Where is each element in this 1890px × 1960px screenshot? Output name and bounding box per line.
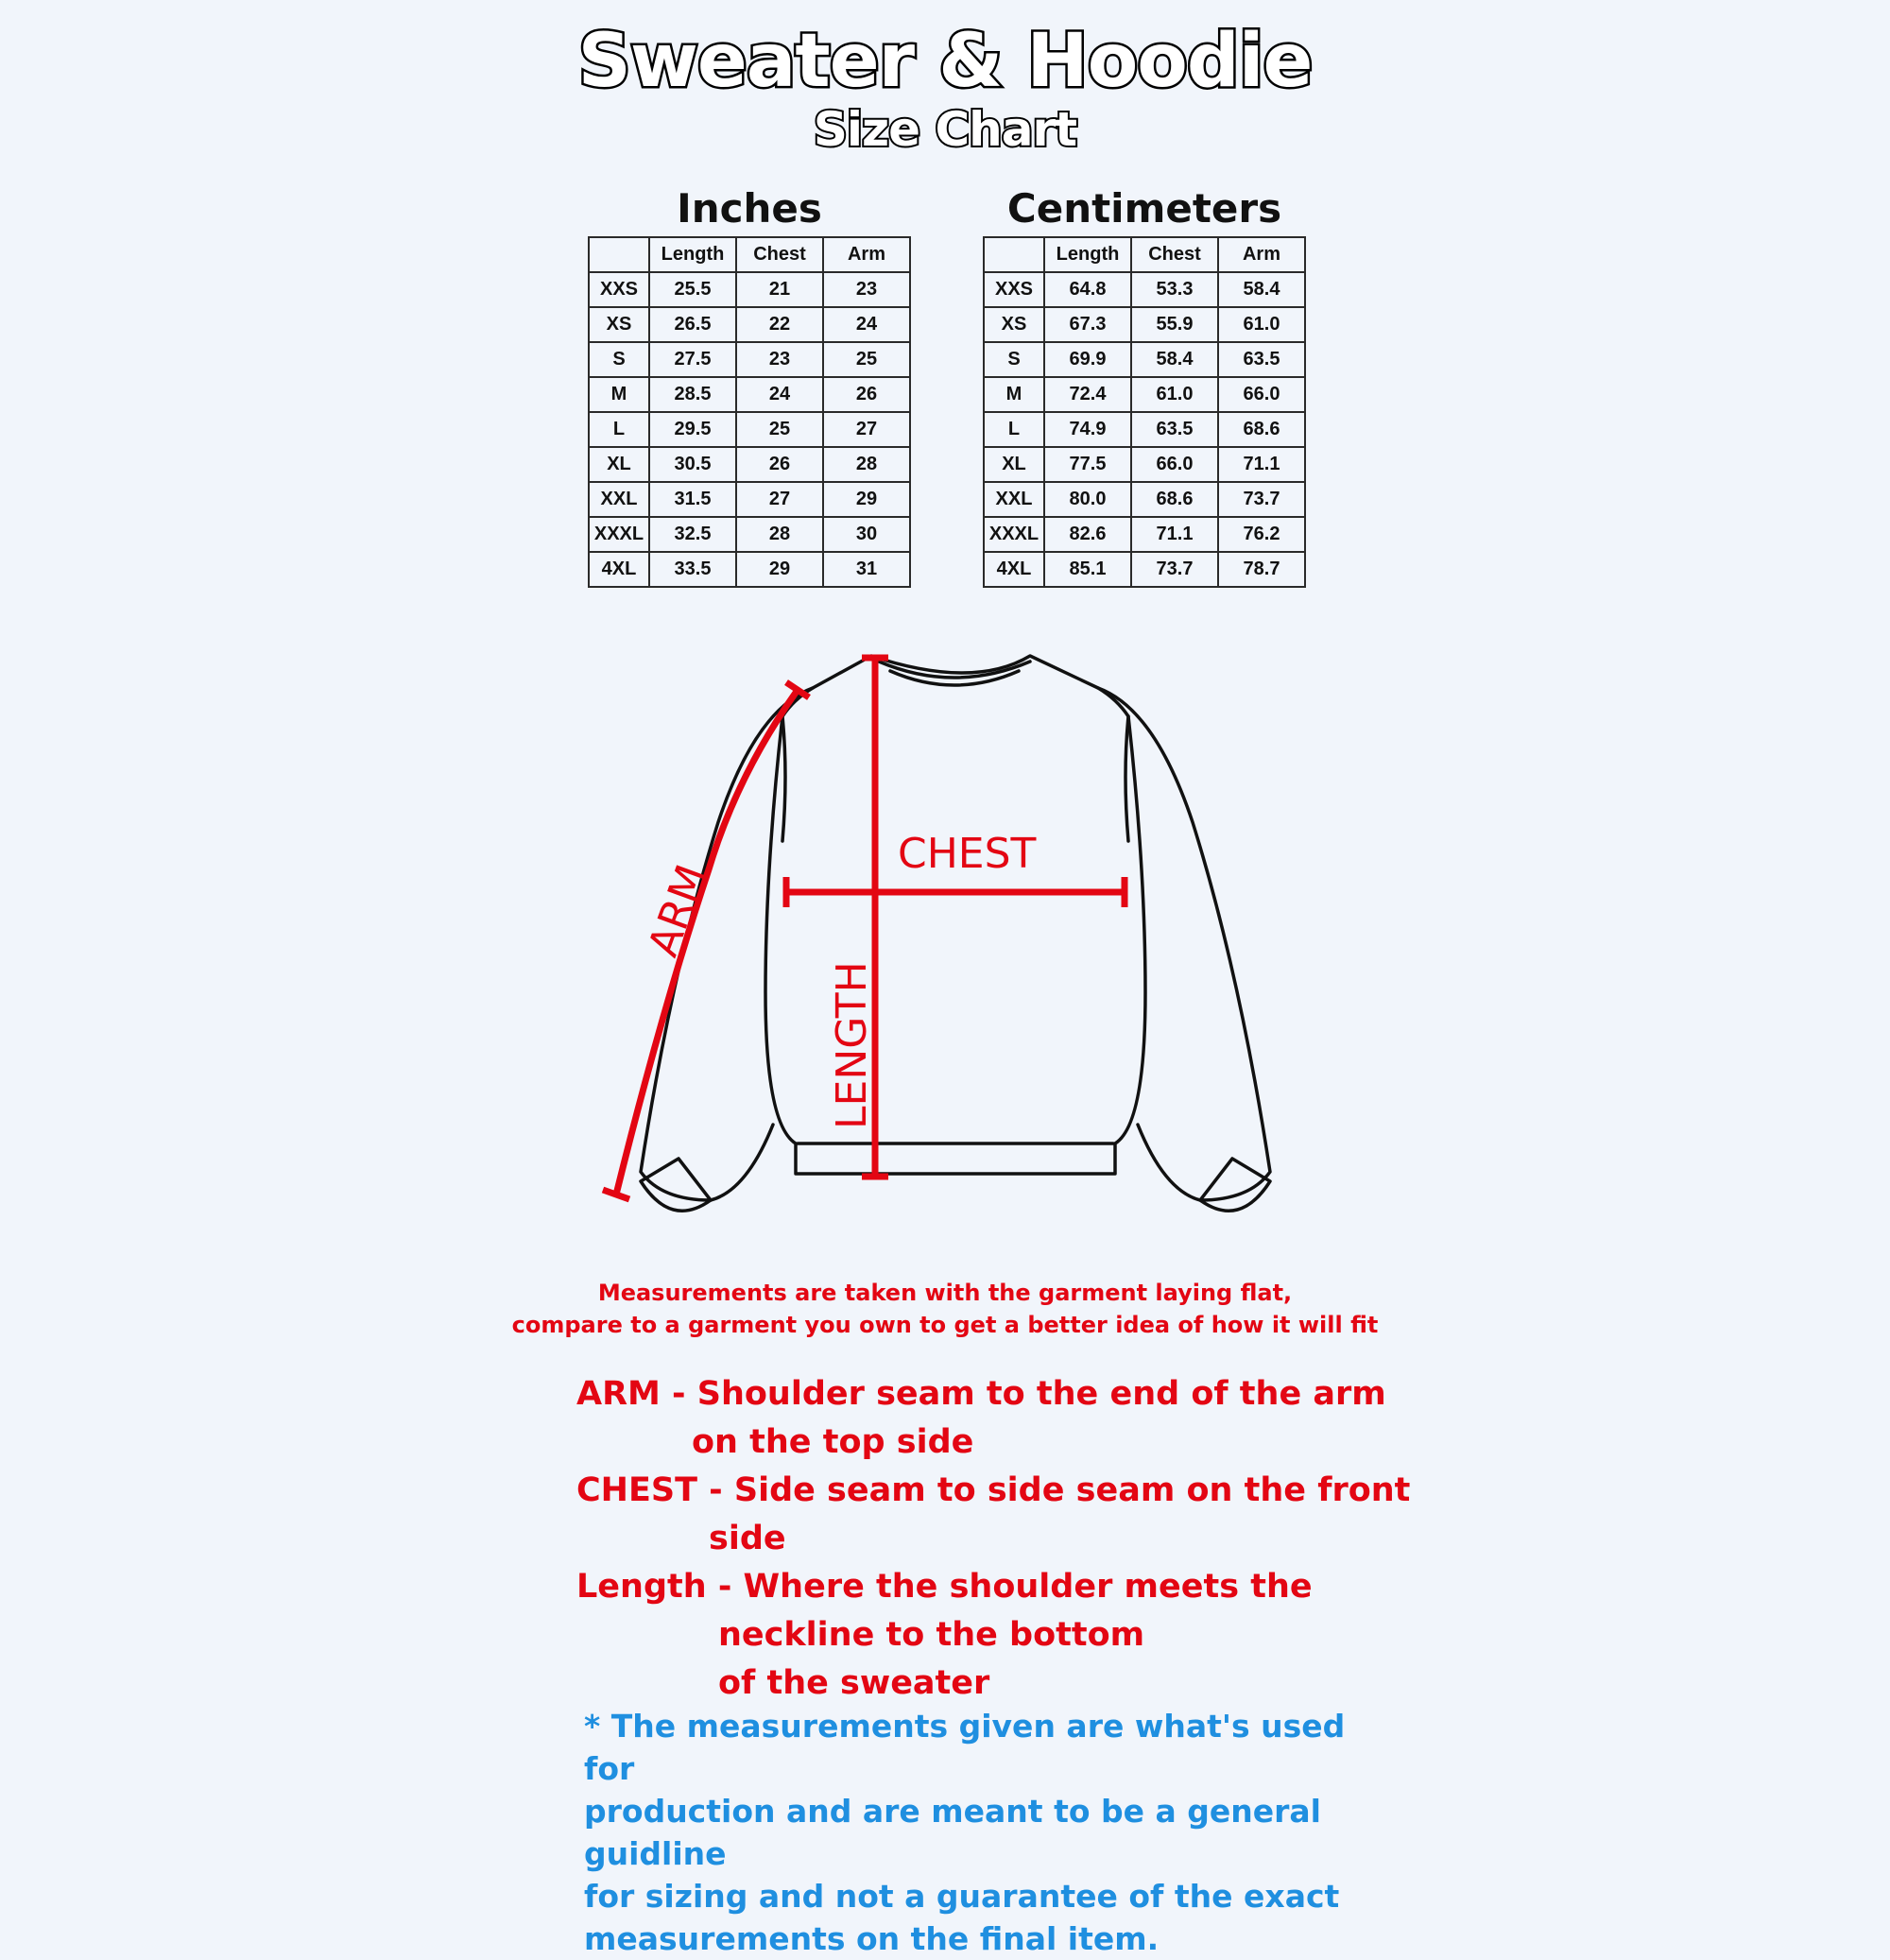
- chest-definition-line1: CHEST - Side seam to side seam on the front: [576, 1471, 1411, 1509]
- value-cell: 71.1: [1218, 447, 1305, 482]
- page-title: Sweater & Hoodie: [577, 19, 1313, 104]
- value-cell: 30: [823, 517, 910, 552]
- value-cell: 29: [736, 552, 823, 587]
- value-cell: 27: [823, 412, 910, 447]
- value-cell: 66.0: [1131, 447, 1218, 482]
- disclaimer-line1: * The measurements given are what's used for: [584, 1708, 1346, 1787]
- value-cell: 33.5: [649, 552, 736, 587]
- cm-heading: Centimeters: [1006, 185, 1282, 232]
- value-cell: 29: [823, 482, 910, 517]
- value-cell: 58.4: [1218, 272, 1305, 307]
- column-header-length: Length: [649, 237, 736, 272]
- table-row: [984, 482, 1305, 517]
- value-cell: 73.7: [1131, 552, 1218, 587]
- arm-definition-line1: ARM - Shoulder seam to the end of the arm: [576, 1375, 1386, 1413]
- size-cell: XS: [984, 307, 1044, 342]
- table-row: [589, 342, 910, 377]
- sweater-outline: [641, 656, 1270, 1211]
- size-cell: XXXL: [589, 517, 649, 552]
- arm-cap-bottom: [603, 1190, 629, 1199]
- value-cell: 31: [823, 552, 910, 587]
- value-cell: 24: [823, 307, 910, 342]
- column-header-chest: Chest: [736, 237, 823, 272]
- value-cell: 85.1: [1044, 552, 1131, 587]
- sweater-body-outline: [765, 656, 1145, 1174]
- right-sleeve-outline: [1098, 688, 1270, 1200]
- sweater-diagram: [567, 633, 1323, 1247]
- value-cell: 71.1: [1131, 517, 1218, 552]
- inches-heading: Inches: [677, 185, 822, 232]
- value-cell: 68.6: [1218, 412, 1305, 447]
- table-row: [589, 552, 910, 587]
- length-definition: [576, 1563, 1313, 1708]
- value-cell: 25.5: [649, 272, 736, 307]
- value-cell: 67.3: [1044, 307, 1131, 342]
- size-cell: XS: [589, 307, 649, 342]
- value-cell: 25: [736, 412, 823, 447]
- page-subtitle: Size Chart: [813, 102, 1077, 157]
- table-row: [589, 517, 910, 552]
- value-cell: 58.4: [1131, 342, 1218, 377]
- table-row: [984, 552, 1305, 587]
- value-cell: 77.5: [1044, 447, 1131, 482]
- chest-definition: [576, 1467, 1410, 1563]
- column-header-size: [984, 237, 1044, 272]
- table-row: [984, 517, 1305, 552]
- inches-table-section: [588, 181, 911, 588]
- value-cell: 63.5: [1218, 342, 1305, 377]
- length-definition-line3: of the sweater: [718, 1664, 990, 1702]
- table-row: [589, 272, 910, 307]
- table-row: [984, 272, 1305, 307]
- value-cell: 23: [823, 272, 910, 307]
- column-header-arm: Arm: [1218, 237, 1305, 272]
- measurement-note-line2: compare to a garment you own to get a better idea of how it will fit: [511, 1312, 1379, 1338]
- value-cell: 26: [736, 447, 823, 482]
- left-sleeve-inner: [782, 716, 785, 841]
- value-cell: 61.0: [1218, 307, 1305, 342]
- value-cell: 53.3: [1131, 272, 1218, 307]
- size-cell: L: [984, 412, 1044, 447]
- value-cell: 21: [736, 272, 823, 307]
- value-cell: 28: [823, 447, 910, 482]
- arm-definition: [576, 1370, 1386, 1467]
- value-cell: 27: [736, 482, 823, 517]
- size-cell: XXS: [984, 272, 1044, 307]
- table-row: [984, 412, 1305, 447]
- value-cell: 25: [823, 342, 910, 377]
- table-row: [589, 377, 910, 412]
- value-cell: 22: [736, 307, 823, 342]
- value-cell: 82.6: [1044, 517, 1131, 552]
- value-cell: 74.9: [1044, 412, 1131, 447]
- measurement-note-line1: Measurements are taken with the garment laying flat,: [597, 1280, 1293, 1306]
- table-row: [589, 412, 910, 447]
- table-row: [984, 447, 1305, 482]
- column-header-length: Length: [1044, 237, 1131, 272]
- table-header-row: [984, 237, 1305, 272]
- value-cell: 31.5: [649, 482, 736, 517]
- value-cell: 63.5: [1131, 412, 1218, 447]
- value-cell: 23: [736, 342, 823, 377]
- size-cell: L: [589, 412, 649, 447]
- value-cell: 64.8: [1044, 272, 1131, 307]
- table-header-row: [589, 237, 910, 272]
- value-cell: 73.7: [1218, 482, 1305, 517]
- cm-table-section: [983, 181, 1306, 588]
- table-row: [984, 342, 1305, 377]
- cm-table: [983, 236, 1306, 588]
- column-header-arm: Arm: [823, 237, 910, 272]
- length-definition-line2: neckline to the bottom: [718, 1616, 1145, 1654]
- inches-table: [588, 236, 911, 588]
- size-cell: XL: [984, 447, 1044, 482]
- column-header-size: [589, 237, 649, 272]
- value-cell: 76.2: [1218, 517, 1305, 552]
- chest-label: CHEST: [898, 830, 1037, 878]
- disclaimer: [584, 1705, 1359, 1960]
- size-cell: 4XL: [984, 552, 1044, 587]
- value-cell: 68.6: [1131, 482, 1218, 517]
- disclaimer-line2: production and are meant to be a general guidline: [584, 1793, 1321, 1872]
- value-cell: 80.0: [1044, 482, 1131, 517]
- size-cell: S: [984, 342, 1044, 377]
- size-cell: XXXL: [984, 517, 1044, 552]
- disclaimer-line4: measurements on the final item.: [584, 1920, 1160, 1957]
- size-cell: XL: [589, 447, 649, 482]
- value-cell: 69.9: [1044, 342, 1131, 377]
- column-header-chest: Chest: [1131, 237, 1218, 272]
- table-row: [984, 377, 1305, 412]
- value-cell: 29.5: [649, 412, 736, 447]
- value-cell: 78.7: [1218, 552, 1305, 587]
- size-cell: XXL: [984, 482, 1044, 517]
- table-row: [589, 307, 910, 342]
- length-definition-line1: Length - Where the shoulder meets the: [576, 1568, 1313, 1606]
- value-cell: 32.5: [649, 517, 736, 552]
- value-cell: 61.0: [1131, 377, 1218, 412]
- disclaimer-line3: for sizing and not a guarantee of the exact: [584, 1878, 1340, 1915]
- value-cell: 66.0: [1218, 377, 1305, 412]
- chest-definition-line2: side: [709, 1520, 786, 1557]
- value-cell: 27.5: [649, 342, 736, 377]
- length-label: LENGTH: [828, 961, 876, 1129]
- value-cell: 26: [823, 377, 910, 412]
- table-row: [589, 482, 910, 517]
- size-cell: M: [589, 377, 649, 412]
- size-cell: XXL: [589, 482, 649, 517]
- size-cell: XXS: [589, 272, 649, 307]
- value-cell: 26.5: [649, 307, 736, 342]
- size-cell: M: [984, 377, 1044, 412]
- table-row: [984, 307, 1305, 342]
- value-cell: 28: [736, 517, 823, 552]
- arm-definition-line2: on the top side: [692, 1423, 974, 1461]
- right-sleeve-inner: [1125, 716, 1128, 841]
- value-cell: 72.4: [1044, 377, 1131, 412]
- value-cell: 28.5: [649, 377, 736, 412]
- arm-label: ARM: [639, 858, 717, 963]
- value-cell: 55.9: [1131, 307, 1218, 342]
- value-cell: 30.5: [649, 447, 736, 482]
- size-cell: 4XL: [589, 552, 649, 587]
- table-row: [589, 447, 910, 482]
- value-cell: 24: [736, 377, 823, 412]
- size-cell: S: [589, 342, 649, 377]
